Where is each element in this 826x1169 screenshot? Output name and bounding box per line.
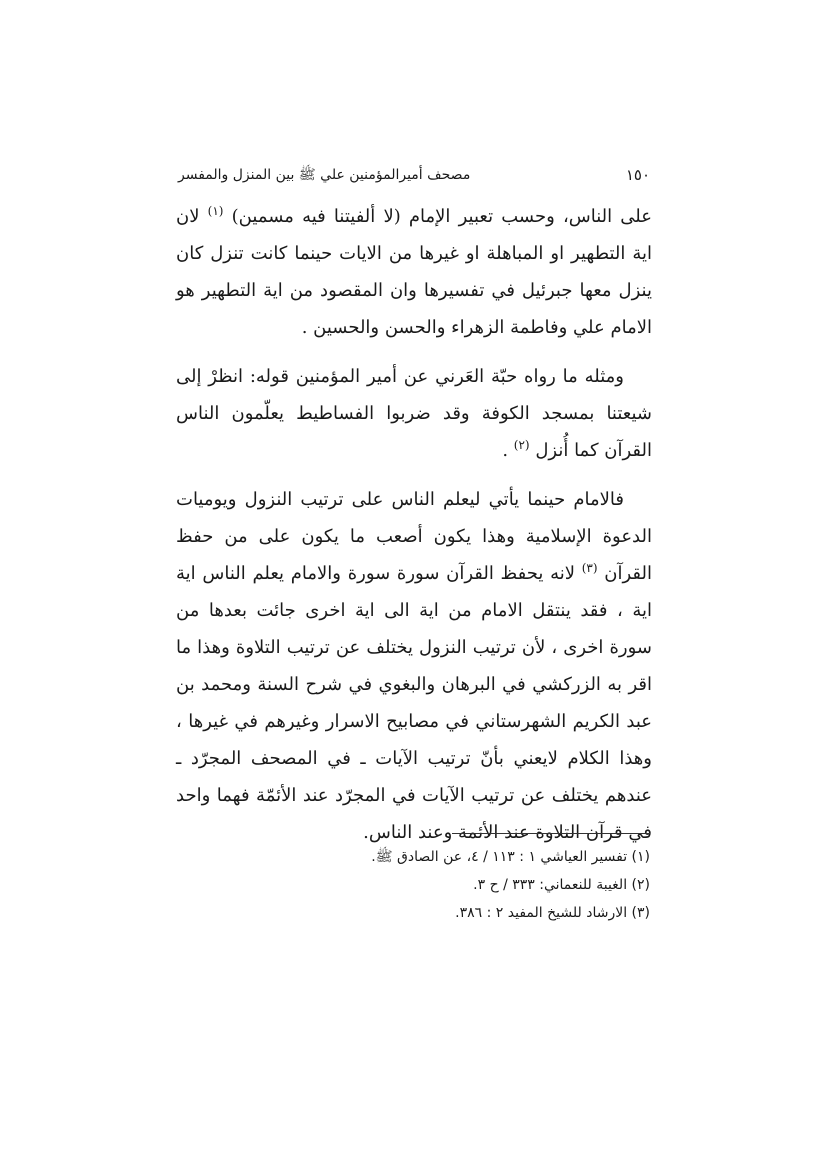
- footnote-ref-3: (٣): [581, 561, 598, 575]
- paragraph-3-text: فالامام حينما يأتي ليعلم الناس على ترتيب النزول ويوميات الدعوة الإسلامية وهذا يكون أصعب ما يكون على من حفظ القرآن: [176, 489, 652, 584]
- paragraph-1: [176, 198, 652, 346]
- footnote-ref-2: (٢): [513, 438, 530, 452]
- page-header: [178, 166, 650, 188]
- paragraph-2: [176, 358, 652, 469]
- footnotes: [300, 843, 650, 927]
- paragraph-2-text: ومثله ما رواه حبّة العَرني عن أمير المؤمنين قوله: انظرْ إلى شيعتنا بمسجد الكوفة وقد ضربوا الفساطيط يعلّمون الناس القرآن كما أُنزل: [176, 366, 652, 461]
- footnote-separator: [452, 833, 650, 834]
- paragraph-1-text: على الناس، وحسب تعبير الإمام (لا ألفيتنا فيه مسمين): [231, 206, 652, 227]
- paragraph-3-text-after: لانه يحفظ القرآن سورة سورة والامام يعلم الناس اية اية ، فقد ينتقل الامام من اية الى اية اخرى جائت بعدها من سورة اخرى ، لأن ترتيب النزول يختلف عن ترتيب التلاوة وهذا ما اقر به الزركشي في البرهان والبغوي في شرح السنة ومحمد بن عبد الكريم الشهرستاني في مصابيح الاسرار وغيرهم في غيرها ، وهذا الكلام لايعني بأنّ ترتيب الآيات ـ في المصحف المجرّد ـ عندهم يختلف عن ترتيب الآيات في المجرّد عند الأئمّة فهما واحد في قرآن التلاوة عند الأئمة وعند الناس.: [176, 563, 652, 843]
- footnote-3: (٣) الارشاد للشيخ المفيد ٢ : ٣٨٦.: [455, 905, 650, 921]
- page-number: ١٥٠: [625, 166, 650, 184]
- main-text: [176, 198, 652, 851]
- footnote-1: (١) تفسير العياشي ١ : ١١٣ / ٤، عن الصادق ﷺ.: [371, 849, 650, 865]
- footnote-ref-1: (١): [207, 204, 224, 218]
- running-title: مصحف أميرالمؤمنين علي ﷺ بين المنزل والمفسر: [178, 167, 471, 183]
- paragraph-2-text-after: .: [502, 440, 514, 461]
- paragraph-3: [176, 481, 652, 851]
- footnote-2: (٢) الغيبة للنعماني: ٣٣٣ / ح ٣.: [473, 877, 650, 893]
- paragraph-1-text-after: لان اية التطهير او المباهلة او غيرها من الايات حينما كانت تنزل كان ينزل معها جبرئيل في تفسيرها وان المقصود من اية التطهير هو الامام علي وفاطمة الزهراء والحسن والحسين .: [176, 206, 652, 338]
